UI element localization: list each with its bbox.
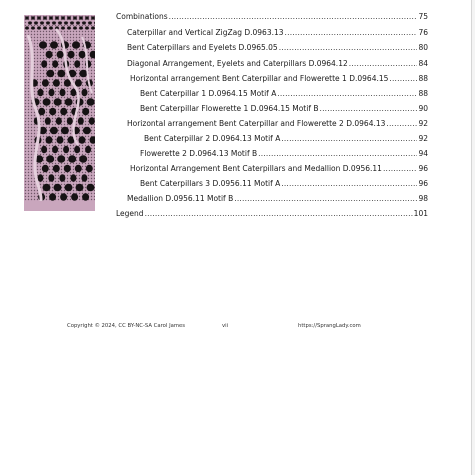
toc-entry-title: Horizontal arrangement Bent Caterpillar and Flowerette 1 D.0964.15 <box>130 74 389 83</box>
toc-leader-dots <box>386 119 417 128</box>
toc-entry-page: 76 <box>418 28 428 37</box>
toc-entry-page: 94 <box>418 149 428 158</box>
toc-entry-page: 92 <box>418 119 428 128</box>
toc-entry-page: 101 <box>413 209 428 218</box>
toc-leader-dots <box>277 89 417 98</box>
toc-leader-dots <box>234 194 417 203</box>
toc-leader-dots <box>169 12 418 21</box>
toc-entry-page: 96 <box>418 164 428 173</box>
toc-entry-title: Bent Caterpillar 2 D.0964.13 Motif A <box>144 134 281 143</box>
toc-entry-title: Bent Caterpillar 1 D.0964.15 Motif A <box>140 89 277 98</box>
toc-entry[interactable] <box>144 134 428 143</box>
toc-entry-title: Diagonal Arrangement, Eyelets and Caterpillars D.0964.12 <box>127 59 348 68</box>
toc-entry[interactable] <box>127 194 428 203</box>
toc-entry-page: 75 <box>418 12 428 21</box>
toc-leader-dots <box>281 134 417 143</box>
toc-entry[interactable] <box>127 59 428 68</box>
toc-leader-dots <box>279 43 418 52</box>
table-of-contents <box>0 0 471 230</box>
toc-entry-title: Bent Caterpillar Flowerette 1 D.0964.15 Motif B <box>140 104 319 113</box>
toc-entry-page: 92 <box>418 134 428 143</box>
toc-entry[interactable] <box>140 104 428 113</box>
toc-entry-page: 80 <box>418 43 428 52</box>
toc-entry-page: 98 <box>418 194 428 203</box>
toc-entry-title: Medallion D.0956.11 Motif B <box>127 194 234 203</box>
toc-leader-dots <box>145 209 413 218</box>
toc-entry-page: 96 <box>418 179 428 188</box>
toc-entry[interactable] <box>127 28 428 37</box>
toc-entry-title: Bent Caterpillars 3 D.0956.11 Motif A <box>140 179 281 188</box>
toc-entry[interactable] <box>116 209 428 218</box>
toc-entry-title: Horizontal Arrangement Bent Caterpillars and Medallion D.0956.11 <box>130 164 382 173</box>
toc-entry-page: 88 <box>418 74 428 83</box>
toc-leader-dots <box>320 104 418 113</box>
toc-entry[interactable] <box>130 164 428 173</box>
toc-entry[interactable] <box>140 179 428 188</box>
toc-leader-dots <box>349 59 418 68</box>
toc-entry[interactable] <box>116 12 428 21</box>
toc-entry[interactable] <box>127 43 428 52</box>
toc-entry[interactable] <box>140 89 428 98</box>
toc-entry[interactable] <box>127 119 428 128</box>
toc-entry-title: Legend <box>116 209 144 218</box>
page-footer <box>0 323 471 333</box>
toc-entry-title: Flowerette 2 D.0964.13 Motif B <box>140 149 258 158</box>
toc-entry-page: 88 <box>418 89 428 98</box>
toc-entry-page: 90 <box>418 104 428 113</box>
toc-leader-dots <box>383 164 418 173</box>
toc-entry[interactable] <box>130 74 428 83</box>
toc-leader-dots <box>258 149 417 158</box>
toc-entry-title: Combinations <box>116 12 168 21</box>
toc-leader-dots <box>285 28 418 37</box>
toc-entry[interactable] <box>140 149 428 158</box>
toc-entry-title: Bent Caterpillars and Eyelets D.0965.05 <box>127 43 278 52</box>
toc-leader-dots <box>389 74 417 83</box>
toc-entry-title: Caterpillar and Vertical ZigZag D.0963.13 <box>127 28 284 37</box>
toc-entry-page: 84 <box>418 59 428 68</box>
footer-page-number: vii <box>222 323 229 329</box>
toc-entry-title: Horizontal arrangement Bent Caterpillar and Flowerette 2 D.0964.13 <box>127 119 386 128</box>
footer-copyright: Copyright © 2024, CC BY-NC-SA Carol James <box>67 323 186 329</box>
footer-url: https://SprangLady.com <box>298 323 361 329</box>
toc-leader-dots <box>281 179 417 188</box>
